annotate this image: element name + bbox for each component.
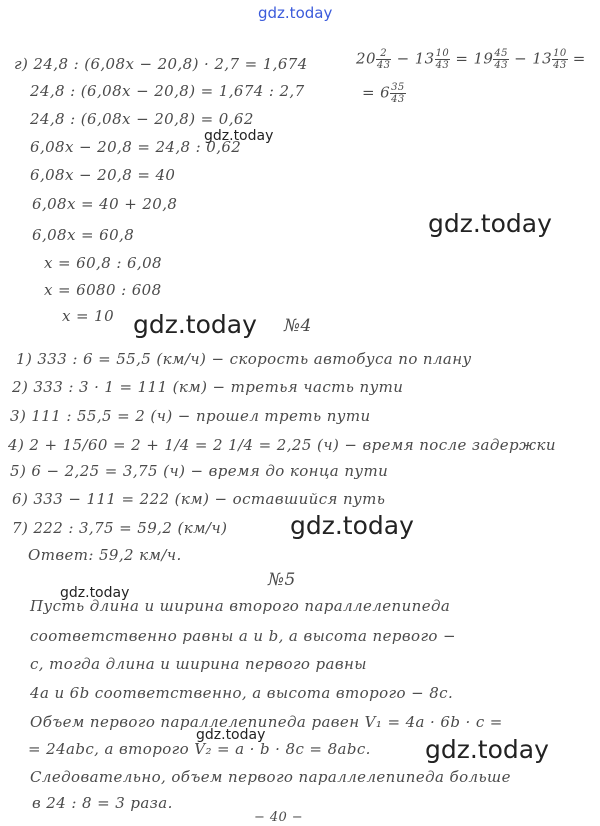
equation-line: x = 10	[62, 307, 115, 325]
equation-line: 6,08x = 60,8	[32, 226, 135, 244]
text-line: = 24abc, а второго V₂ = a · b · 8c = 8abc.	[28, 740, 371, 758]
answer-line: Ответ: 59,2 км/ч.	[28, 546, 182, 564]
fraction: $\frac{10}{43}$	[553, 48, 567, 71]
fraction: $\frac{2}{43}$	[376, 48, 391, 71]
solution-step: 1) 333 : 6 = 55,5 (км/ч) − скорость автобуса по плану	[16, 350, 472, 368]
calc-operator: =	[572, 49, 586, 68]
calc-whole: 20	[356, 49, 376, 68]
calc-operator: = 19	[455, 49, 494, 68]
text-line: Пусть длина и ширина второго параллелепипеда	[30, 597, 451, 615]
fraction: $\frac{35}{43}$	[391, 82, 405, 105]
watermark-big-problem4: gdz.today	[133, 310, 257, 339]
problem4-number: №4	[284, 316, 312, 336]
watermark-small-1: gdz.today	[204, 128, 274, 144]
page-number: − 40 −	[254, 810, 303, 825]
solution-step: 4) 2 + 15/60 = 2 + 1/4 = 2 1/4 = 2,25 (ч) − время после задержки	[8, 436, 556, 454]
equation-line: 6,08x − 20,8 = 40	[30, 166, 176, 184]
equation-line: 24,8 : (6,08x − 20,8) = 0,62	[30, 110, 254, 128]
problem5-number: №5	[268, 570, 296, 590]
fraction: $\frac{10}{43}$	[435, 48, 450, 71]
calc-operator: − 13	[396, 49, 435, 68]
calc-operator: − 13	[514, 49, 553, 68]
equation-line: 24,8 : (6,08x − 20,8) = 1,674 : 2,7	[30, 82, 305, 100]
text-line: Объем первого параллелепипеда равен V₁ = 4a · 6b · c =	[30, 713, 503, 731]
equation-line: x = 6080 : 608	[44, 281, 162, 299]
calc-line-1	[356, 48, 586, 71]
watermark-small-2: gdz.today	[60, 585, 130, 601]
fraction: $\frac{45}{43}$	[494, 48, 508, 71]
text-line: 4a и 6b соответственно, а высота второго − 8c.	[30, 684, 454, 702]
text-line: Следовательно, объем первого параллелепипеда больше	[30, 768, 511, 786]
watermark-top: gdz.today	[258, 4, 333, 22]
solution-step: 2) 333 : 3 · 1 = 111 (км) − третья часть пути	[12, 378, 404, 396]
calc-whole: = 6	[362, 83, 391, 102]
text-line: c, тогда длина и ширина первого равны	[30, 655, 367, 673]
equation-line: г) 24,8 : (6,08x − 20,8) · 2,7 = 1,674	[14, 55, 308, 73]
watermark-small-3: gdz.today	[196, 727, 266, 743]
text-line: соответственно равны a и b, а высота первого −	[30, 627, 456, 645]
watermark-big-2: gdz.today	[290, 511, 414, 540]
watermark-big-3: gdz.today	[425, 735, 549, 764]
solution-step: 5) 6 − 2,25 = 3,75 (ч) − время до конца пути	[10, 462, 389, 480]
solution-step: 6) 333 − 111 = 222 (км) − оставшийся путь	[12, 490, 386, 508]
equation-line: x = 60,8 : 6,08	[44, 254, 162, 272]
calc-line-2	[362, 82, 406, 105]
watermark-big-1: gdz.today	[428, 209, 552, 238]
equation-line: 6,08x = 40 + 20,8	[32, 195, 178, 213]
text-line: в 24 : 8 = 3 раза.	[32, 794, 173, 812]
solution-step: 7) 222 : 3,75 = 59,2 (км/ч)	[12, 519, 228, 537]
solution-step: 3) 111 : 55,5 = 2 (ч) − прошел треть пути	[10, 407, 371, 425]
equation-line: 6,08x − 20,8 = 24,8 : 0,62	[30, 138, 242, 156]
